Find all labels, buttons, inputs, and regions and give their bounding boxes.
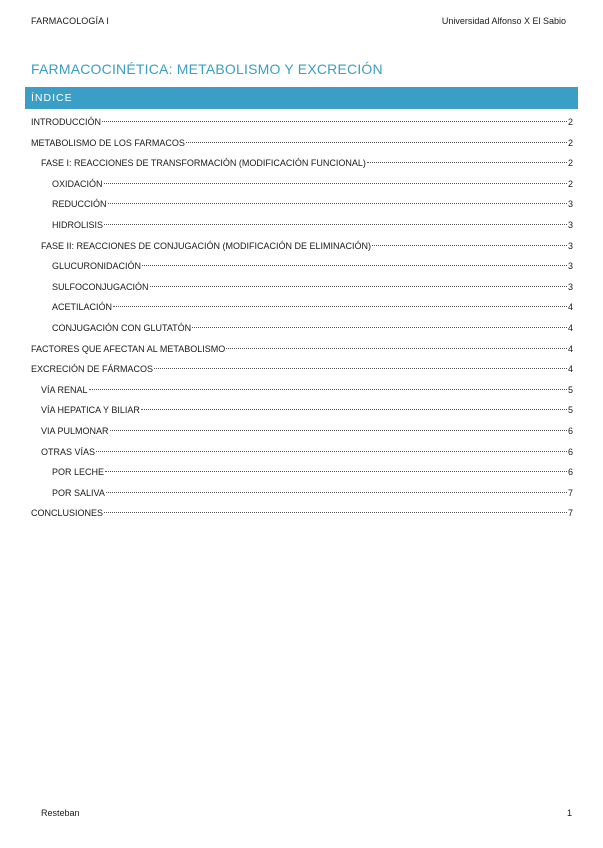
toc-entry-page: 4 xyxy=(567,322,573,333)
toc-entry-page: 4 xyxy=(567,302,573,313)
running-header-university: Universidad Alfonso X El Sabio xyxy=(441,16,566,26)
toc-entry-label: EXCRECIÓN DE FÁRMACOS xyxy=(31,364,154,375)
toc-entry[interactable] xyxy=(31,359,573,380)
toc-entry[interactable] xyxy=(31,462,573,483)
toc-entry-label: VÍA RENAL xyxy=(41,384,88,395)
toc-entry-label: FASE I: REACCIONES DE TRANSFORMACIÓN (MODIFICACIÓN FUNCIONAL) xyxy=(41,158,366,169)
toc-entry-page: 3 xyxy=(567,240,573,251)
toc-entry[interactable] xyxy=(31,256,573,277)
toc-entry[interactable] xyxy=(31,400,573,421)
toc-leader-dots xyxy=(372,245,567,246)
index-heading-banner xyxy=(25,87,578,109)
toc-entry[interactable] xyxy=(31,112,573,133)
toc-entry[interactable] xyxy=(31,133,573,154)
toc-leader-dots xyxy=(150,286,567,287)
toc-entry[interactable] xyxy=(31,174,573,195)
toc-entry[interactable] xyxy=(31,194,573,215)
toc-entry-label: SULFOCONJUGACIÓN xyxy=(52,281,149,292)
toc-entry-page: 7 xyxy=(567,508,573,519)
table-of-contents xyxy=(31,112,573,524)
toc-entry-page: 5 xyxy=(567,384,573,395)
toc-entry-label: VÍA HEPATICA Y BILIAR xyxy=(41,405,140,416)
toc-entry-label: VIA PULMONAR xyxy=(41,425,109,436)
toc-entry[interactable] xyxy=(31,215,573,236)
footer-page-number: 1 xyxy=(566,808,572,818)
toc-entry-page: 6 xyxy=(567,425,573,436)
toc-entry[interactable] xyxy=(31,153,573,174)
toc-leader-dots xyxy=(102,121,567,122)
toc-entry-label: CONCLUSIONES xyxy=(31,508,104,519)
toc-entry-label: POR SALIVA xyxy=(52,487,105,498)
toc-entry[interactable] xyxy=(31,421,573,442)
toc-entry-page: 2 xyxy=(567,178,573,189)
toc-entry-label: FACTORES QUE AFECTAN AL METABOLISMO xyxy=(31,343,226,354)
toc-entry[interactable] xyxy=(31,277,573,298)
toc-entry-label: OTRAS VÍAS xyxy=(41,446,96,457)
toc-leader-dots xyxy=(108,203,567,204)
toc-entry-page: 3 xyxy=(567,219,573,230)
toc-entry[interactable] xyxy=(31,380,573,401)
toc-entry-page: 7 xyxy=(567,487,573,498)
toc-leader-dots xyxy=(104,512,567,513)
toc-leader-dots xyxy=(226,348,567,349)
toc-entry-label: HIDROLISIS xyxy=(52,219,104,230)
toc-leader-dots xyxy=(186,142,567,143)
toc-entry[interactable] xyxy=(31,442,573,463)
toc-entry-page: 2 xyxy=(567,117,573,127)
toc-leader-dots xyxy=(141,409,567,410)
toc-entry[interactable] xyxy=(31,318,573,339)
toc-entry-label: FASE II: REACCIONES DE CONJUGACIÓN (MODIFICACIÓN DE ELIMINACIÓN) xyxy=(41,240,372,251)
toc-entry-label: ACETILACIÓN xyxy=(52,302,113,313)
toc-leader-dots xyxy=(105,471,567,472)
toc-entry-page: 4 xyxy=(567,343,573,354)
toc-entry-label: INTRODUCCIÓN xyxy=(31,117,101,127)
toc-entry[interactable] xyxy=(31,236,573,257)
toc-entry-label: POR LECHE xyxy=(52,467,105,478)
toc-leader-dots xyxy=(96,451,567,452)
toc-entry-page: 3 xyxy=(567,199,573,210)
toc-entry-page: 5 xyxy=(567,405,573,416)
toc-leader-dots xyxy=(106,492,567,493)
toc-entry-page: 6 xyxy=(567,467,573,478)
toc-leader-dots xyxy=(89,389,567,390)
toc-entry[interactable] xyxy=(31,483,573,504)
toc-leader-dots xyxy=(110,430,567,431)
toc-leader-dots xyxy=(104,224,567,225)
toc-entry-page: 2 xyxy=(567,137,573,148)
toc-entry-page: 3 xyxy=(567,261,573,272)
toc-entry-label: GLUCURONIDACIÓN xyxy=(52,261,142,272)
toc-entry-label: OXIDACIÓN xyxy=(52,178,103,189)
toc-leader-dots xyxy=(113,306,567,307)
toc-entry[interactable] xyxy=(31,297,573,318)
toc-entry-page: 3 xyxy=(567,281,573,292)
toc-entry[interactable] xyxy=(31,339,573,360)
running-header-course: FARMACOLOGÍA I xyxy=(31,16,109,26)
toc-leader-dots xyxy=(142,265,567,266)
toc-leader-dots xyxy=(154,368,567,369)
toc-entry-page: 4 xyxy=(567,364,573,375)
toc-leader-dots xyxy=(104,183,567,184)
toc-leader-dots xyxy=(367,162,567,163)
toc-entry-label: METABOLISMO DE LOS FARMACOS xyxy=(31,137,185,148)
toc-entry-page: 6 xyxy=(567,446,573,457)
toc-leader-dots xyxy=(192,327,567,328)
footer-author: Resteban xyxy=(41,808,80,818)
toc-entry-label: REDUCCIÓN xyxy=(52,199,107,210)
toc-entry-page: 2 xyxy=(567,158,573,169)
document-title: FARMACOCINÉTICA: METABOLISMO Y EXCRECIÓN xyxy=(31,61,383,77)
toc-entry[interactable] xyxy=(31,503,573,524)
index-heading-label: ÍNDICE xyxy=(31,92,73,104)
toc-entry-label: CONJUGACIÓN CON GLUTATÓN xyxy=(52,322,192,333)
